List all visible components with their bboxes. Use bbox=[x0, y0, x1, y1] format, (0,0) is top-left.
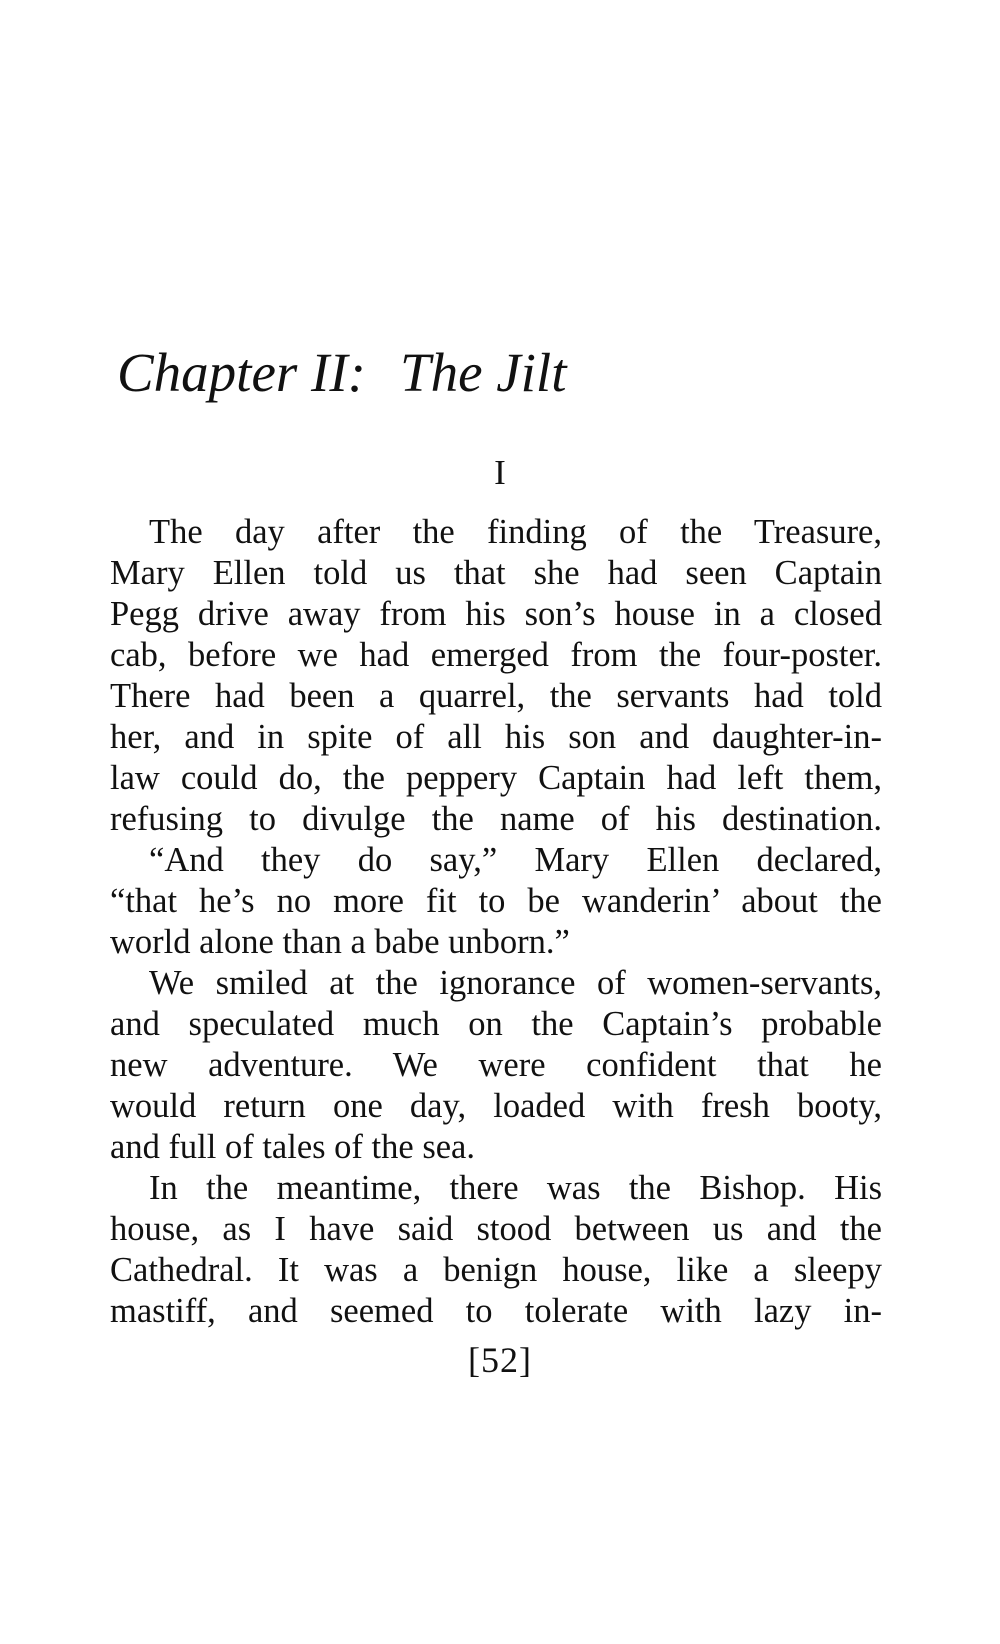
text-line: We smiled at the ignorance of women-servants, bbox=[149, 964, 882, 1002]
text-line: and speculated much on the Captain’s probable bbox=[110, 1005, 882, 1043]
text-line: house, as I have said stood between us and the bbox=[110, 1210, 882, 1248]
text-line: cab, before we had emerged from the four-poster. bbox=[110, 636, 882, 674]
body-text bbox=[110, 512, 882, 1332]
section-numeral: I bbox=[494, 453, 506, 492]
text-line: Cathedral. It was a benign house, like a sleepy bbox=[110, 1251, 882, 1289]
text-line: would return one day, loaded with fresh booty, bbox=[110, 1087, 882, 1125]
text-line: Mary Ellen told us that she had seen Captain bbox=[110, 554, 882, 592]
text-line: “And they do say,” Mary Ellen declared, bbox=[149, 841, 882, 879]
text-line: her, and in spite of all his son and daughter-in- bbox=[110, 718, 882, 756]
text-line: Pegg drive away from his son’s house in a closed bbox=[110, 595, 882, 633]
text-line: refusing to divulge the name of his destination. bbox=[110, 800, 882, 838]
chapter-title: The Jilt bbox=[399, 342, 567, 403]
text-line: mastiff, and seemed to tolerate with lazy in- bbox=[110, 1292, 882, 1330]
text-line: world alone than a babe unborn.” bbox=[110, 923, 570, 961]
chapter-heading bbox=[117, 342, 567, 403]
text-line: and full of tales of the sea. bbox=[110, 1128, 475, 1166]
text-line: law could do, the peppery Captain had left them, bbox=[110, 759, 882, 797]
page-number: [52] bbox=[468, 1340, 532, 1380]
text-line: new adventure. We were confident that he bbox=[110, 1046, 882, 1084]
text-line: “that he’s no more fit to be wanderin’ about the bbox=[110, 882, 882, 920]
chapter-label: Chapter II: bbox=[117, 342, 366, 403]
text-line: There had been a quarrel, the servants had told bbox=[110, 677, 882, 715]
text-line: In the meantime, there was the Bishop. His bbox=[149, 1169, 882, 1207]
text-line: The day after the finding of the Treasure, bbox=[149, 513, 882, 551]
